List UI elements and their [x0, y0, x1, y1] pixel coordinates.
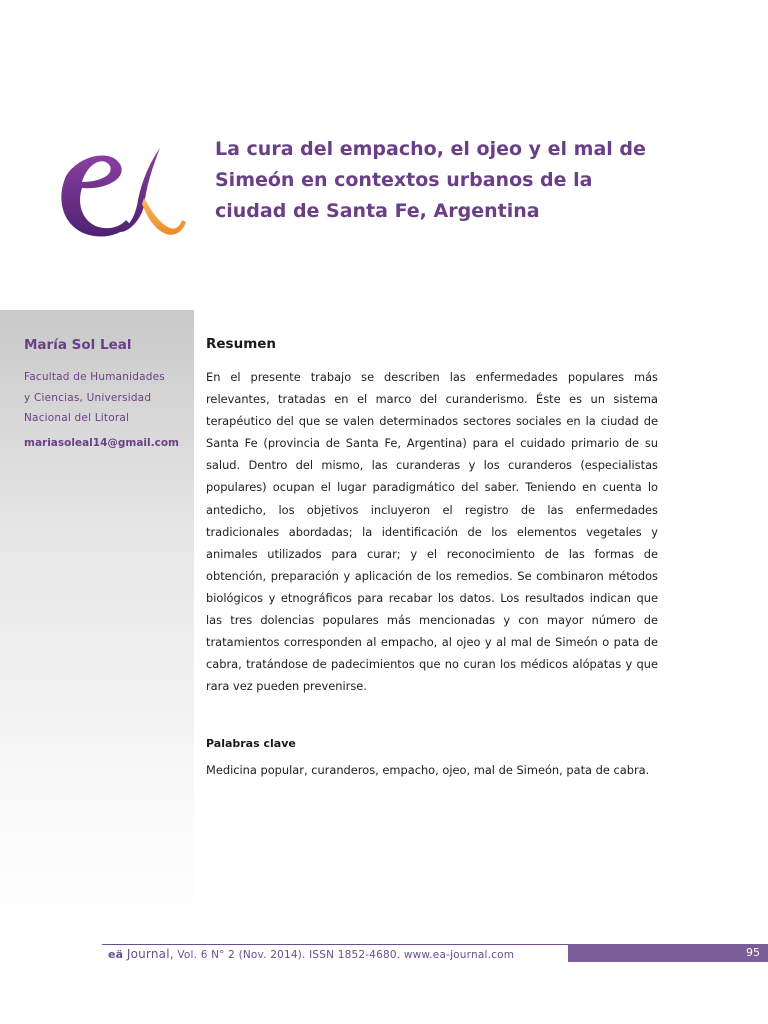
footer-divider: [102, 944, 570, 945]
keywords-text: Medicina popular, curanderos, empacho, ojeo, mal de Simeón, pata de cabra.: [206, 763, 650, 777]
affiliation-line: Nacional del Litoral: [24, 412, 130, 424]
abstract-text: En el presente trabajo se describen las enfermedades populares más relevantes, tratadas en el marco del curanderismo. Éste es un sistema terapéutico del que se valen determinados sectores sociales en la ciudad de Santa Fe (provincia de Santa Fe, Argentina) para el cuidado primario de su salud. Dentro del mismo, las curanderas y los curanderos (especialistas populares) ocupan el lugar paradigmático del saber. Teniendo en cuenta lo antedicho, los objetivos incluyeron el registro de las enfermedades tradicionales abordadas; la identificación de los elementos vegetales y animales utilizados para curar; y el reconocimiento de las formas de obtención, preparación y aplicación de los remedios. Se combinaron métodos biológicos y etnográficos para recabar los datos. Los resultados indican que las tres dolencias populares más mencionadas y con mayor número de tratamientos corresponden al empacho, al ojeo y al mal de Simeón o pata de cabra, tratándose de padecimientos que no curan los médicos alópatas y que rara vez pueden prevenirse.: [206, 370, 658, 694]
keywords-heading: Palabras clave: [206, 737, 296, 750]
footer-journal: Journal,: [126, 947, 174, 961]
affiliation-line: Facultad de Humanidades: [24, 371, 165, 383]
article-title: La cura del empacho, el ojeo y el mal de Simeón en contextos urbanos de la ciudad de Santa Fe, Argentina: [215, 138, 646, 222]
affiliation-line: y Ciencias, Universidad: [24, 391, 152, 404]
footer-citation-text: Vol. 6 N° 2 (Nov. 2014). ISSN 1852-4680. www.ea-journal.com: [177, 949, 515, 961]
ea-journal-logo-icon: [48, 128, 193, 243]
abstract-heading: Resumen: [206, 336, 277, 352]
footer-citation: [108, 947, 514, 961]
author-affiliation: [24, 367, 189, 429]
page-number-bar: [568, 944, 768, 962]
author-email[interactable]: mariasoleal14@gmail.com: [24, 437, 179, 449]
page-number: 95: [746, 946, 760, 959]
author-name: María Sol Leal: [24, 337, 132, 353]
footer-brand: eä: [108, 948, 124, 961]
